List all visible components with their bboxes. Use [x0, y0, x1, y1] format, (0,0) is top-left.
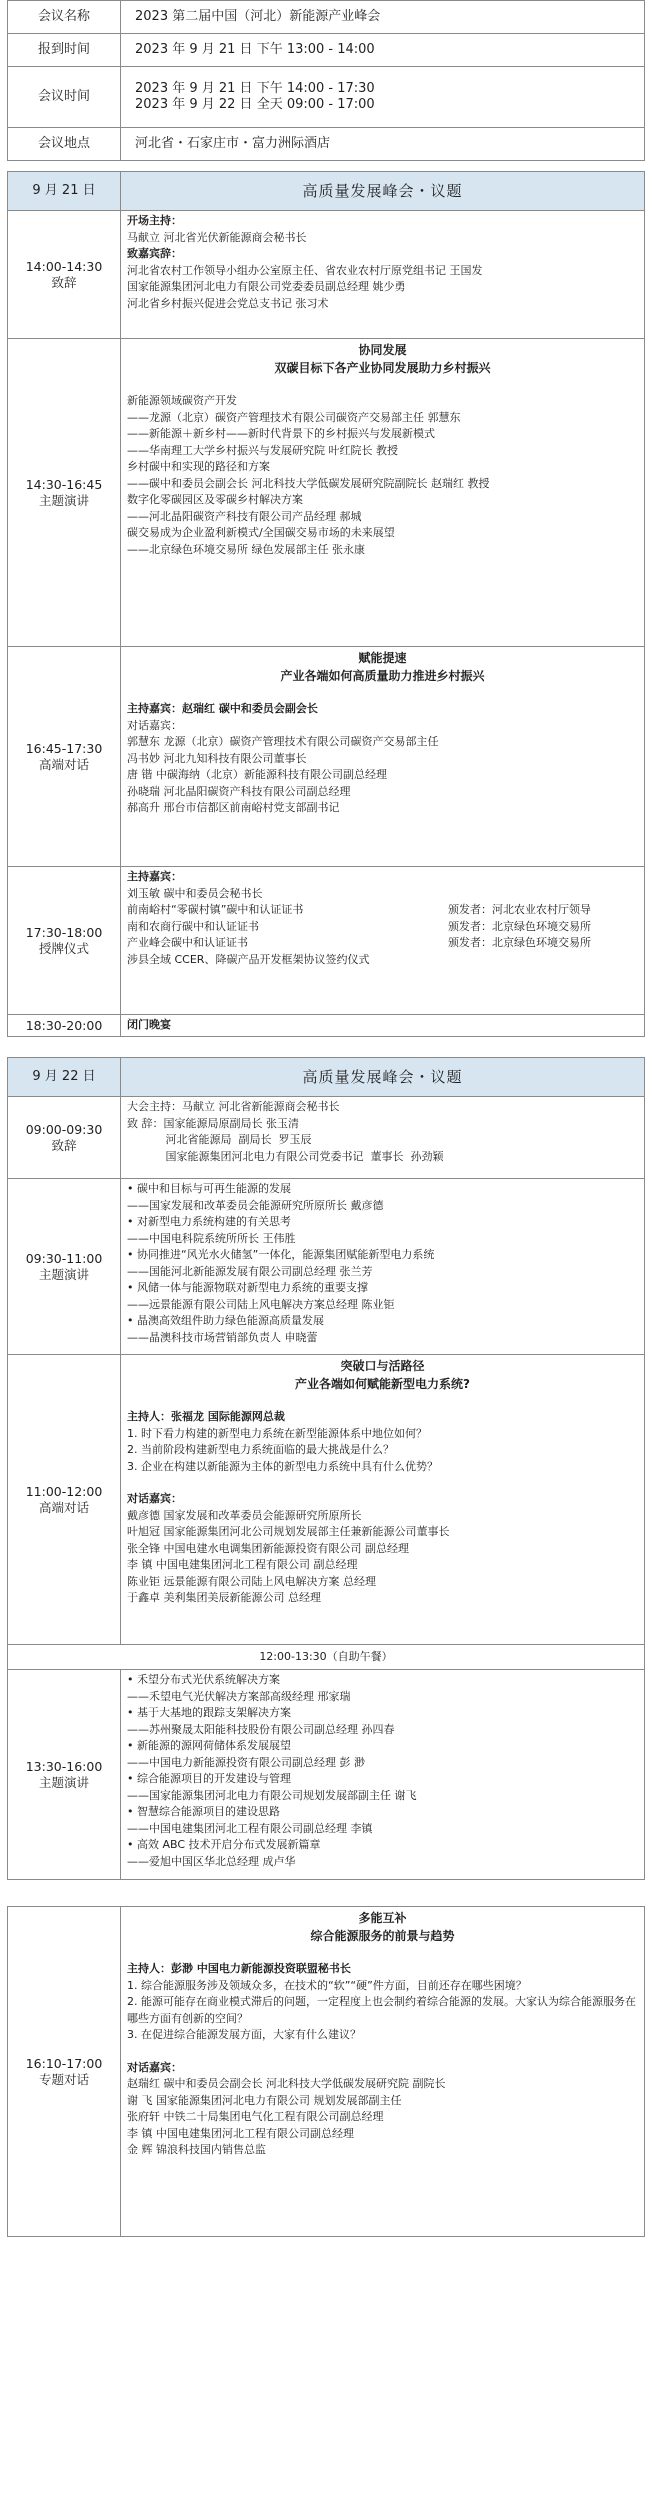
- question-item: 1. 综合能源服务涉及领域众多，在技术的“软”“硬”件方面，目前还存在哪些困境？: [127, 1978, 527, 1992]
- list-item: ——中国电力新能源投资有限公司副总经理 彭 渺: [127, 1755, 365, 1769]
- list-item: 河北省农村工作领导小组办公室原主任、省农业农村厅原党组书记 王国发: [127, 263, 483, 277]
- list-item: ——爱旭中国区华北总经理 成卢华: [127, 1854, 296, 1868]
- day1-s4-content: [121, 867, 645, 1015]
- session-host: 主持嘉宾：: [127, 870, 182, 883]
- day2-s4-content: [121, 1670, 645, 1880]
- award-name: 产业峰会碳中和认证证书: [127, 936, 248, 949]
- list-item: 对话嘉宾：: [127, 2060, 182, 2074]
- list-item: 对话嘉宾：: [127, 718, 182, 732]
- day2-s2-time-cell: [8, 1179, 121, 1355]
- list-item: ——国能河北新能源发展有限公司副总经理 张兰芳: [127, 1264, 373, 1278]
- list-item: • 高效 ABC 技术开启分布式发展新篇章: [127, 1838, 321, 1851]
- day1-agenda-table: [7, 171, 645, 1037]
- day1-s4-time-cell: [8, 867, 121, 1015]
- list-item: 新能源领域碳资产开发: [127, 394, 237, 407]
- day2-s5-content: [121, 1907, 645, 2237]
- session-subtitle: 产业各端如何赋能新型电力系统?: [295, 1377, 470, 1391]
- list-item: 赵瑞红 碳中和委员会副会长 河北科技大学低碳发展研究院 副院长: [127, 2077, 446, 2090]
- day1-title: 高质量发展峰会・议题: [121, 172, 645, 211]
- question-item: 3. 企业在构建以新能源为主体的新型电力系统中具有什么优势？: [127, 1459, 438, 1473]
- session-host: 主持人：彭渺 中国电力新能源投资联盟秘书长: [127, 1962, 351, 1975]
- session-time: 09:00-09:30: [25, 1121, 103, 1137]
- session-host: 主持人：张福龙 国际能源网总裁: [127, 1410, 285, 1423]
- day2-s5-time-cell: [8, 1907, 121, 2237]
- list-item: 碳交易成为企业盈利新模式/全国碳交易市场的未来展望: [127, 526, 395, 539]
- list-item: ——晶澳科技市场营销部负责人 申晓蕾: [127, 1330, 318, 1344]
- session-type: 高端对话: [38, 756, 89, 772]
- list-item: • 晶澳高效组件助力绿色能源高质量发展: [127, 1314, 324, 1327]
- list-item: ——河北晶阳碳资产科技有限公司产品经理 郝城: [127, 509, 362, 523]
- list-item: 孙晓瑞 河北晶阳碳资产科技有限公司副总经理: [127, 784, 351, 798]
- list-item: 乡村碳中和实现的路径和方案: [127, 460, 270, 473]
- day2-title: 高质量发展峰会・议题: [121, 1058, 645, 1097]
- day2-date: 9 月 22 日: [8, 1058, 121, 1097]
- list-item: 大会主持：马献立 河北省新能源商会秘书长: [127, 1100, 340, 1113]
- day1-s3-content: [121, 647, 645, 867]
- day2-s3-content: [121, 1355, 645, 1645]
- list-item: 张府轩 中铁二十局集团电气化工程有限公司副总经理: [127, 2110, 384, 2123]
- info-time-line-2: 2023 年 9 月 22 日 全天 09:00 - 17:00: [135, 97, 375, 112]
- list-item: 金 辉 锦浪科技国内销售总监: [127, 2143, 266, 2156]
- session-type: 高端对话: [38, 1499, 89, 1515]
- list-item: • 智慧综合能源项目的建设思路: [127, 1805, 280, 1818]
- day2-s1-time-cell: [8, 1097, 121, 1179]
- session-subtitle: 综合能源服务的前景与趋势: [310, 1929, 455, 1943]
- question-item: 2. 能源可能存在商业模式滞后的问题，一定程度上也会制约着综合能源的发展。大家认为综合能源服务在哪些方面有创新的空间？: [127, 1995, 636, 2025]
- session-title: 赋能提速: [358, 651, 407, 665]
- list-item: 涉县全域 CCER、降碳产品开发框架协议签约仪式: [127, 952, 370, 966]
- day2-agenda-table-cont: [7, 1906, 645, 2237]
- list-item: 唐 锴 中碳海纳（北京）新能源科技有限公司副总经理: [127, 768, 387, 781]
- info-label-venue: 会议地点: [8, 128, 121, 161]
- session-type: 致辞: [51, 274, 77, 290]
- list-item: 于鑫卓 美利集团美辰新能源公司 总经理: [127, 1591, 321, 1604]
- list-item: 致嘉宾辞：: [127, 247, 182, 260]
- info-time-line-1: 2023 年 9 月 21 日 下午 14:00 - 17:30: [135, 80, 375, 96]
- session-title: 突破口与活路径: [340, 1359, 425, 1373]
- session-subtitle: 产业各端如何高质量助力推进乡村振兴: [280, 669, 485, 683]
- info-label-time: 会议时间: [8, 67, 121, 128]
- day1-s1-time-cell: [8, 211, 121, 339]
- info-value-checkin: 2023 年 9 月 21 日 下午 13:00 - 14:00: [121, 34, 645, 67]
- session-type: 主题演讲: [38, 1266, 89, 1282]
- list-item: ——北京绿色环境交易所 绿色发展部主任 张永康: [127, 542, 365, 556]
- list-item: 致 辞：国家能源局原副局长 张玉清: [127, 1116, 299, 1130]
- session-title: 协同发展: [358, 343, 407, 357]
- day2-agenda-table: [7, 1057, 645, 1880]
- list-item: 陈业钜 远景能源有限公司陆上风电解决方案 总经理: [127, 1574, 376, 1588]
- meeting-info-table: [7, 0, 645, 161]
- list-item: 李 镇 中国电建集团河北工程有限公司 副总经理: [127, 1558, 358, 1571]
- session-type: 专题对话: [38, 2071, 89, 2087]
- session-time: 14:30-16:45: [25, 476, 103, 492]
- session-type: 主题演讲: [38, 492, 89, 508]
- info-value-time: [121, 67, 645, 128]
- list-item: ——国家发展和改革委员会能源研究所原所长 戴彦德: [127, 1198, 384, 1212]
- day1-date: 9 月 21 日: [8, 172, 121, 211]
- list-item: 戴彦德 国家发展和改革委员会能源研究所原所长: [127, 1508, 362, 1522]
- award-presenter: 颁发者：北京绿色环境交易所: [448, 919, 591, 933]
- day2-s1-content: [121, 1097, 645, 1179]
- list-item: • 对新型电力系统构建的有关思考: [127, 1215, 291, 1228]
- session-title: 多能互补: [358, 1911, 407, 1925]
- list-item: 叶旭冠 国家能源集团河北公司规划发展部主任兼新能源公司董事长: [127, 1525, 450, 1538]
- list-item: 国家能源集团河北电力有限公司党委书记 董事长 孙劲颖: [127, 1149, 444, 1163]
- list-item: 张全锋 中国电建水电调集团新能源投资有限公司 副总经理: [127, 1541, 409, 1555]
- award-row: [127, 935, 638, 952]
- day1-s3-time-cell: [8, 647, 121, 867]
- list-item: • 协同推进“风光水火储氢”一体化，能源集团赋能新型电力系统: [127, 1248, 435, 1261]
- list-item: 对话嘉宾：: [127, 1492, 182, 1505]
- session-time: 16:10-17:00: [25, 2055, 103, 2071]
- session-type: 主题演讲: [38, 1774, 89, 1790]
- day1-s2-time-cell: [8, 339, 121, 647]
- list-item: ——禾望电气光伏解决方案部高级经理 邢家瑞: [127, 1689, 351, 1703]
- list-item: 河北省乡村振兴促进会党总支书记 张习术: [127, 296, 329, 310]
- list-item: • 综合能源项目的开发建设与管理: [127, 1772, 291, 1785]
- info-value-venue: 河北省・石家庄市・富力洲际酒店: [121, 128, 645, 161]
- question-item: 2. 当前阶段构建新型电力系统面临的最大挑战是什么？: [127, 1443, 394, 1456]
- question-item: 1. 时下看力构建的新型电力系统在新型能源体系中地位如何？: [127, 1426, 427, 1440]
- list-item: 谢 飞 国家能源集团河北电力有限公司 规划发展部副主任: [127, 2093, 402, 2107]
- list-item: ——龙源（北京）碳资产管理技术有限公司碳资产交易部主任 郭慧东: [127, 410, 461, 424]
- day1-s5-text: 闭门晚宴: [121, 1015, 645, 1037]
- list-item: 郭慧东 龙源（北京）碳资产管理技术有限公司碳资产交易部主任: [127, 735, 439, 748]
- list-item: • 风储一体与能源物联对新型电力系统的重要支撑: [127, 1281, 368, 1294]
- list-item: ——远景能源有限公司陆上风电解决方案总经理 陈业钜: [127, 1297, 395, 1311]
- list-item: ——苏州聚晟太阳能科技股份有限公司副总经理 孙四春: [127, 1722, 395, 1736]
- session-time: 17:30-18:00: [25, 924, 103, 940]
- award-presenter: 颁发者：北京绿色环境交易所: [448, 936, 591, 949]
- list-item: 开场主持：: [127, 214, 182, 227]
- list-item: ——国家能源集团河北电力有限公司规划发展部副主任 谢飞: [127, 1788, 417, 1802]
- day1-s1-content: [121, 211, 645, 339]
- session-type: 授牌仪式: [38, 940, 89, 956]
- session-time: 11:00-12:00: [25, 1483, 103, 1499]
- session-host: 主持嘉宾：赵瑞红 碳中和委员会副会长: [127, 702, 318, 715]
- award-name: 南和农商行碳中和认证证书: [127, 919, 259, 933]
- session-type: 致辞: [51, 1137, 77, 1153]
- list-item: 数字化零碳园区及零碳乡村解决方案: [127, 493, 303, 506]
- info-label-checkin: 报到时间: [8, 34, 121, 67]
- award-presenter: 颁发者：河北农业农村厅领导: [448, 903, 591, 916]
- list-item: 刘玉敏 碳中和委员会秘书长: [127, 886, 263, 900]
- session-time: 16:45-17:30: [25, 740, 103, 756]
- list-item: 马献立 河北省光伏新能源商会秘书长: [127, 230, 307, 244]
- list-item: 李 镇 中国电建集团河北工程有限公司副总经理: [127, 2126, 354, 2140]
- list-item: • 基于大基地的跟踪支架解决方案: [127, 1706, 291, 1719]
- list-item: 国家能源集团河北电力有限公司党委委员副总经理 姚少勇: [127, 280, 406, 293]
- list-item: ——华南理工大学乡村振兴与发展研究院 叶红院长 教授: [127, 443, 398, 457]
- day2-s2-content: [121, 1179, 645, 1355]
- session-time: 13:30-16:00: [25, 1758, 103, 1774]
- list-item: ——中国电科院系统所所长 王伟胜: [127, 1231, 296, 1245]
- list-item: • 碳中和目标与可再生能源的发展: [127, 1182, 291, 1195]
- list-item: ——中国电建集团河北工程有限公司副总经理 李镇: [127, 1821, 373, 1835]
- day1-s5-time: 18:30-20:00: [8, 1015, 121, 1037]
- list-item: 冯书妙 河北九知科技有限公司董事长: [127, 751, 307, 765]
- list-item: 郝高升 邢台市信都区前南峪村党支部副书记: [127, 801, 340, 814]
- session-time: 09:30-11:00: [25, 1250, 103, 1266]
- session-time: 14:00-14:30: [25, 258, 103, 274]
- list-item: • 新能源的源网荷储体系发展展望: [127, 1739, 291, 1752]
- day1-s2-content: [121, 339, 645, 647]
- day2-s3-time-cell: [8, 1355, 121, 1645]
- list-item: ——新能源＋新乡村——新时代背景下的乡村振兴与发展新模式: [127, 427, 435, 440]
- info-label-name: 会议名称: [8, 1, 121, 34]
- day2-s4-time-cell: [8, 1670, 121, 1880]
- list-item: 河北省能源局 副局长 罗玉辰: [127, 1133, 312, 1146]
- award-row: [127, 919, 638, 936]
- award-name: 前南峪村“零碳村镇”碳中和认证证书: [127, 903, 304, 916]
- question-item: 3. 在促进综合能源发展方面，大家有什么建议？: [127, 2028, 361, 2041]
- award-row: [127, 902, 638, 919]
- list-item: • 禾望分布式光伏系统解决方案: [127, 1673, 280, 1686]
- session-subtitle: 双碳目标下各产业协同发展助力乡村振兴: [274, 361, 491, 375]
- lunch-break: 12:00-13:30（自助午餐）: [8, 1645, 645, 1670]
- list-item: ——碳中和委员会副会长 河北科技大学低碳发展研究院副院长 赵瑞红 教授: [127, 476, 490, 490]
- info-value-name: 2023 第二届中国（河北）新能源产业峰会: [121, 1, 645, 34]
